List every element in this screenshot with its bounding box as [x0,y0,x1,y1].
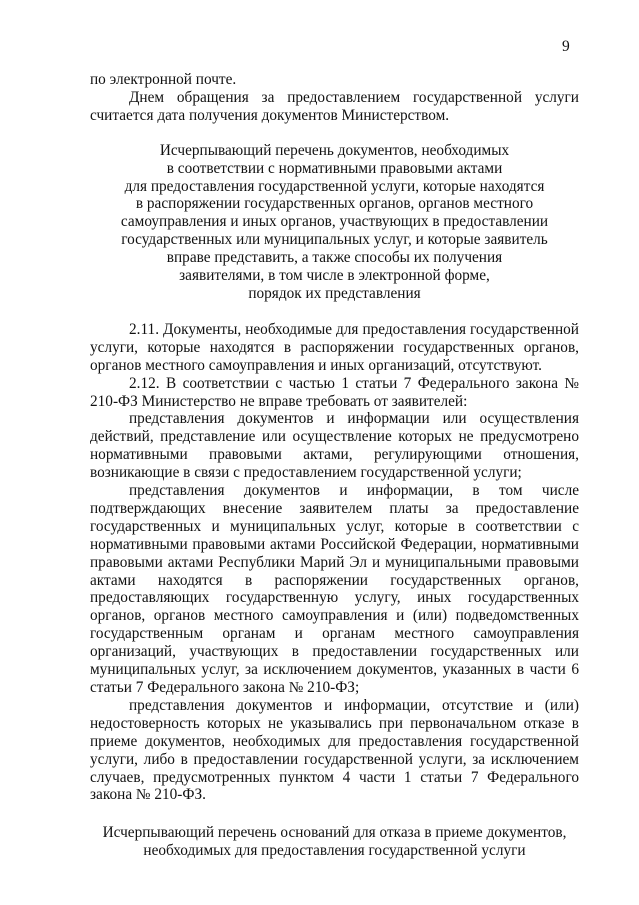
paragraph: представления документов и информации или осуществления действий, представление или осуществление которых не предусмотрено нормативными правовыми актами, регулирующими отношения, возникающие в связи с предоставлением государственной услуги; [90,410,579,482]
section-heading [90,142,579,303]
paragraph: Днем обращения за предоставлением государственной услуги считается дата получения документов Министерством. [90,88,579,124]
heading-line: Исчерпывающий перечень документов, необходимых [159,141,510,159]
heading-line: государственных или муниципальных услуг, и которые заявитель [121,231,548,249]
paragraph: представления документов и информации, в том числе подтверждающих внесение заявителем платы за предоставление государственных и муниципальных услуг, которые в соответствии с нормативными правовыми актами Российской Федерации, нормативными правовыми актами Республики Марий Эл и муниципальными правовыми актами находятся в распоряжении государственных органов, предоставляющих государственную услугу, иных государственных органов, органов местного самоуправления и (или) подведомственных государственным органам и органам местного самоуправления организаций, участвующих в предоставлении государственных или муниципальных услуг, за исключением документов, указанных в части 6 статьи 7 Федерального закона № 210-ФЗ; [90,482,579,696]
paragraph: представления документов и информации, отсутствие и (или) недостоверность которых не указывались при первоначальном отказе в приеме документов, необходимых для предоставления государственной услуги, либо в предоставлении государственной услуги, за исключением случаев, предусмотренных пунктом 4 части 1 статьи 7 Федерального закона № 210-ФЗ. [90,696,579,804]
heading-line: вправе представить, а также способы их получения [166,249,503,267]
heading-line: для предоставления государственной услуги, которые находятся [124,177,545,195]
paragraph: 2.12. В соответствии с частью 1 статьи 7 Федерального закона № 210-ФЗ Министерство не вправе требовать от заявителей: [90,374,579,410]
paragraph: 2.11. Документы, необходимые для предоставления государственной услуги, которые находятся в распоряжении государственных органов, органов местного самоуправления и иных организаций, отсутствуют. [90,320,579,374]
document-body [90,71,579,860]
heading-line: порядок их представления [248,284,421,302]
paragraph: по электронной почте. [90,71,237,88]
heading-line: заявителями, в том числе в электронной форме, [179,267,490,285]
section-heading [90,824,579,860]
heading-line: необходимых для предоставления государственной услуги [143,842,526,860]
heading-line: Исчерпывающий перечень оснований для отказа в приеме документов, [102,824,567,842]
heading-line: в распоряжении государственных органов, органов местного [135,195,534,213]
heading-line: в соответствии с нормативными правовыми актами [166,159,503,177]
heading-line: самоуправления и иных органов, участвующих в предоставлении [120,213,549,231]
page-number: 9 [562,38,570,55]
